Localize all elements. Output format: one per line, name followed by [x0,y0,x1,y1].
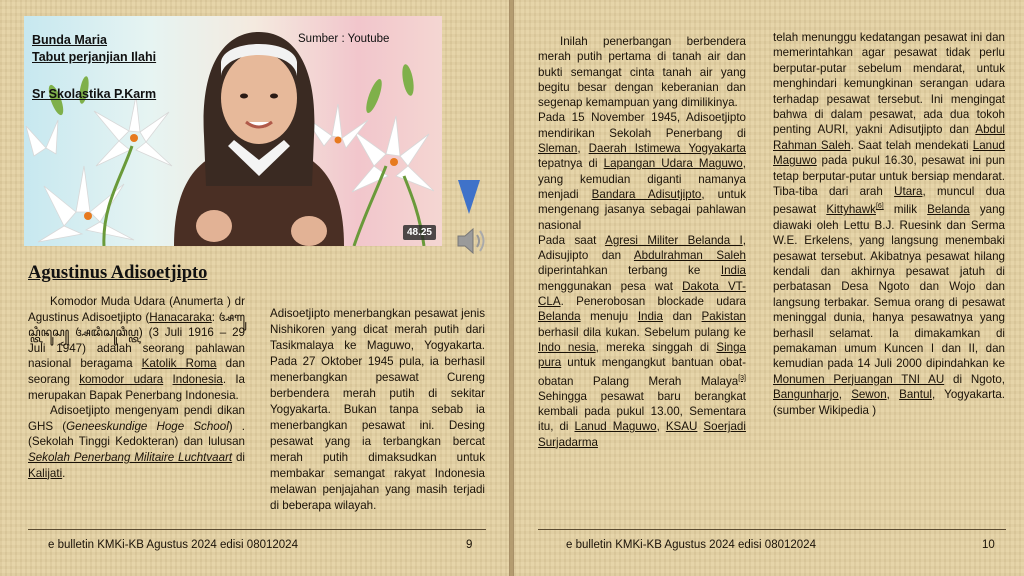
link-hanacaraka[interactable]: Hanacaraka [149,310,212,324]
link-lanud-maguwo[interactable]: Lanud Maguwo [574,420,657,434]
link-bandara[interactable]: Bandara Adisutjipto [591,187,702,201]
link-lapangan-maguwo[interactable]: Lapangan Udara Maguwo [603,157,743,171]
triangle-down-icon[interactable] [458,180,480,214]
link-sewon[interactable]: Sewon [851,388,887,402]
link-agresi[interactable]: Agresi Militer Belanda I [605,233,743,247]
speaker-audio-icon[interactable] [456,226,490,256]
link-abdul-rahman-saleh[interactable]: Abdul Rahman Saleh [773,123,1005,152]
video-thumbnail[interactable] [24,16,442,246]
paragraph: Pada 15 November 1945, Adisoetjipto mendirikan Sekolah Penerbang di Sleman, Daerah Istimewa Yogyakarta tepatnya di Lapangan Udara Maguwo, yang kemudian diganti namanya menjadi Bandara Adisutjipto, untuk mengenang jasanya sebagai pahlawan nasional [538,111,746,232]
footnote-ref[interactable]: [3] [738,374,746,382]
paragraph: telah menunggu kedatangan pesawat ini dan memerintahkan agar pesawat tidak perlu berputar-putar sebelum mendarat, untuk menghindari kemungkinan serangan udara terhadap pesawat tersebut. Ini mengingat bahwa di dalam pesawat, ada dua tokoh penting AURI, yakni Adisutjipto dan Abdul Rahman Saleh. Saat telah mendekati Lanud Maguwo pada pukul 16.30, pesawat ini pun tetap berputar-putar untuk bersiap mendarat. Tiba-tiba dari arah Utara, muncul dua pesawat Kittyhawk[6] milik Belanda yang diawaki oleh Lettu B.J. Ruesink dan Serma W.E. Erkelens, yang langsung menembaki pesawat tersebut. Akibatnya pesawat hilang kendali dan akhirnya pesawat jatuh di perbatasan Desa Ngoto dan Wojo dan langsung terbakar. Semua orang di pesawat meninggal dunia, hanya pesawatnya yang berhasil selamat. Ia dimakamkan di pemakaman umum Kuncen I dan II, dan kemudian pada 14 Juli 2000 dipindahkan ke Monumen Perjuangan TNI AU di Ngoto, Bangunharjo, Sewon, Bantul, Yogyakarta.(sumber Wikipedia ) [773,31,1005,417]
page-number-right: 10 [982,539,995,551]
paragraph: Inilah penerbangan berbendera merah putih pertama di tanah air dan bukti semangat cinta tanah air yang begitu besar dengan keberanian dan segenap kemampuan yang dimilikinya. [538,35,746,110]
link-lanud-maguwo[interactable]: Lanud Maguwo [773,138,1005,168]
video-source: Sumber : Youtube [298,33,390,45]
link-bantul[interactable]: Bantul [899,388,932,402]
link-monumen[interactable]: Monumen Perjuangan TNI AU [773,372,945,386]
link-belanda[interactable]: Belanda [927,203,970,217]
video-title-line1: Bunda Maria [32,33,108,47]
article-title: Agustinus Adisoetjipto [28,263,208,283]
link-diy[interactable]: Daerah Istimewa Yogyakarta [588,142,746,156]
article-column-1 [28,294,245,481]
page-number-left: 9 [466,539,473,551]
paragraph: Komodor Muda Udara (Anumerta ) dr Agustinus Adisoetjipto (Hanacaraka: ꦄꦒꦸꦱ꧀ꦠꦶꦤꦸꦱ꧀ ꦄꦢꦶꦱꦸꦕꦶꦥ꧀ꦠ) (3 Juli 1916 – 29 Juli 1947) adalah seorang pahlawan nasional beragama Katolik Roma dan seorang komodor udara Indonesia. Ia merupakan Bapak Penerbang Indonesia. [28,295,245,402]
link-sekolah-penerbang[interactable]: Sekolah Penerbang Militaire Luchtvaart [28,450,233,464]
article-column-4 [773,30,1005,418]
link-indonesia[interactable]: Indo nesia [538,340,596,354]
link-komodor-udara[interactable]: komodor udara [79,372,164,386]
link-sleman[interactable]: Sleman [538,142,578,156]
link-kittyhawk[interactable]: Kittyhawk [826,203,876,217]
link-soerjadi[interactable]: Soerjadi Surjadarma [538,420,746,449]
link-ksau[interactable]: KSAU [665,420,698,434]
footer-text-right: e bulletin KMKi-KB Agustus 2024 edisi 08012024 [566,539,816,551]
video-title-line2: Tabut perjanjian Ilahi [32,50,157,64]
video-duration-badge: 48.25 [403,225,436,240]
footer-text-left: e bulletin KMKi-KB Agustus 2024 edisi 08012024 [48,539,298,551]
page-left [0,0,510,576]
link-pakistan[interactable]: Pakistan [701,310,746,324]
paragraph: Adisoetjipto mengenyam pendi dikan GHS (Geneeskundige Hoge School) . (Sekolah Tinggi Kedokteran) dan lulusan Sekolah Penerbang Militaire Luchtvaart di Kalijati. [28,404,245,480]
link-indonesia[interactable]: Indonesia [172,372,223,386]
footnote-ref[interactable]: [6] [875,203,884,211]
link-utara[interactable]: Utara [894,185,923,199]
paragraph: Pada saat Agresi Militer Belanda I, Adisujipto dan Abdulrahman Saleh diperintahkan terbang ke India menggunakan pesa wat Dakota VT-CLA. Penerobosan blockade udara Belanda menuju India dan Pakistan berhasil dila kukan. Sebelum pulang ke Indo nesia, mereka singgah di Singa pura untuk mengangkut bantuan obat-obatan Palang Merah Malaya[3] Sehingga pesawat baru berangkat kembali pada pukul 13.00, Sementara itu, di Lanud Maguwo, KSAU Soerjadi Surjadarma [538,233,746,449]
link-katolik-roma[interactable]: Katolik Roma [141,357,217,371]
video-speaker-name: Sr Skolastika P.Karm [32,87,157,101]
link-singapura[interactable]: Singa pura [538,340,746,370]
speaker-person-image [144,26,374,246]
link-india[interactable]: India [720,264,746,278]
page-right [513,0,1024,576]
paragraph: Adisoetjipto menerbangkan pesawat jenis Nishikoren yang dicat merah putih dari Tasikmalaya ke Maguwo, Yogyakarta. Pada 27 Oktober 1945 pula, ia berhasil menerbangkan pesawat Cureng berbendera merah putih di sekitar Yogyakarta. Bukan tanpa sebab ia menerbangkan pesawat ini. Desing pesawat yang ia terbangkan bercat merah putih dimaksudkan untuk membakar semangat rakyat Indonesia melawan penjajahan yang masih terjadi di beberapa wilayah. [270,307,485,512]
footer-divider [28,529,486,530]
link-abdulrahman[interactable]: Abdulrahman Saleh [633,249,746,263]
footer-divider [538,529,1006,530]
link-bangunharjo[interactable]: Bangunharjo [773,388,839,402]
link-dakota[interactable]: Dakota VT-CLA [538,279,746,309]
link-belanda[interactable]: Belanda [538,310,581,324]
link-india[interactable]: India [637,310,663,324]
article-column-3 [538,34,746,450]
article-column-2 [270,306,485,514]
link-kalijati[interactable]: Kalijati [28,466,63,480]
